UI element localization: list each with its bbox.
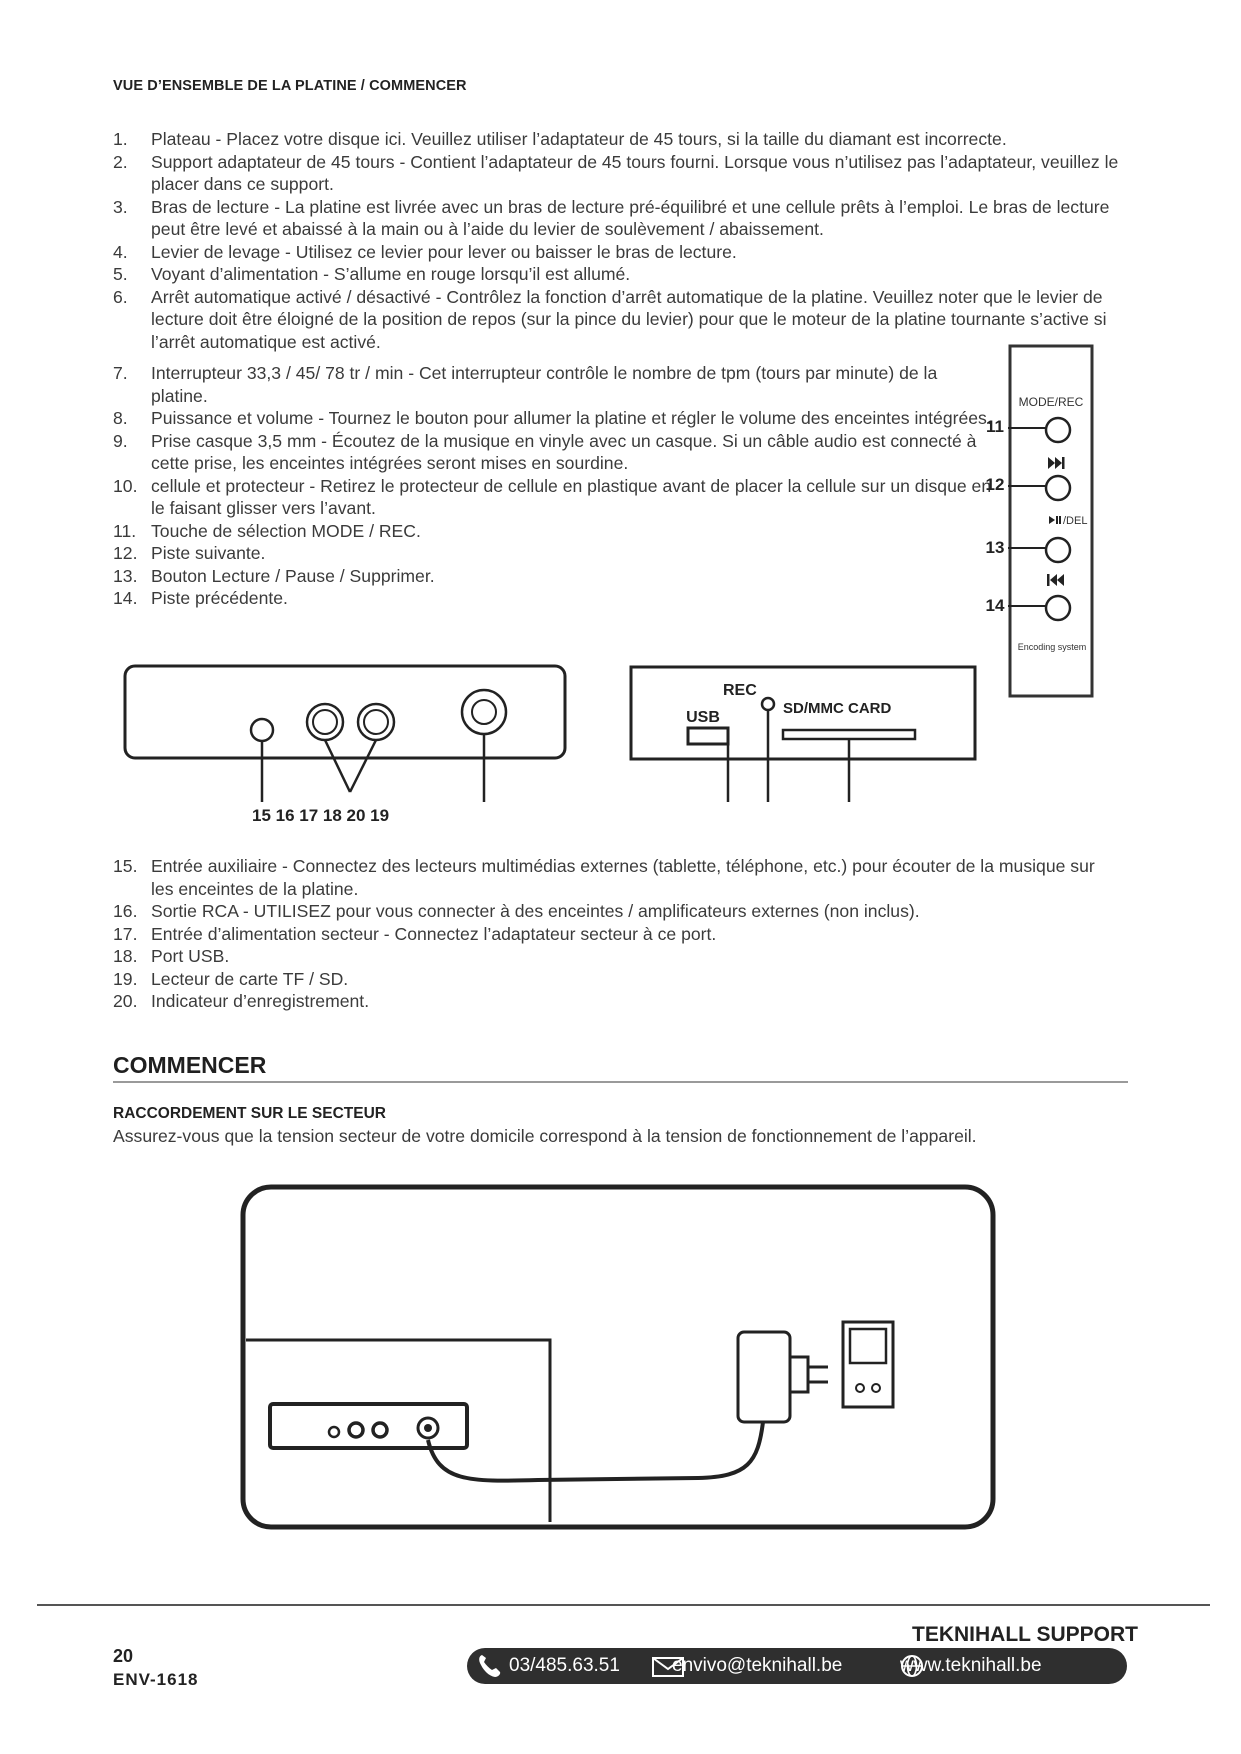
- list-item: 17. Entrée d’alimentation secteur - Connectez l’adaptateur secteur à ce port.: [113, 923, 717, 944]
- rear-callout-numbers: 15 16 17 18 20 19: [252, 806, 390, 825]
- list-item: 4. Levier de levage - Utilisez ce levier pour lever ou baisser le bras de lecture.: [113, 241, 737, 262]
- footer-divider: [37, 1604, 1210, 1606]
- phone-number[interactable]: 03/485.63.51: [509, 1655, 620, 1676]
- encoding-label: Encoding system: [1017, 642, 1087, 652]
- feature-list-a: [113, 128, 1133, 353]
- usb-port: [688, 728, 728, 744]
- list-item: 12. Piste suivante.: [113, 543, 266, 563]
- section-paragraph: Assurez-vous que la tension secteur de votre domicile correspond à la tension de fonctionnement de l’appareil.: [113, 1126, 977, 1146]
- phone-icon: [475, 1652, 505, 1680]
- callout-12: 12: [985, 475, 1005, 494]
- mode-rec-label: MODE/REC: [1018, 395, 1084, 409]
- section-subtitle: RACCORDEMENT SUR LE SECTEUR: [113, 1105, 386, 1122]
- email-link[interactable]: envivo@teknihall.be: [672, 1655, 843, 1676]
- list-item: 2. Support adaptateur de 45 tours - Contient l’adaptateur de 45 tours fourni. Lorsque vous n’utilisez pas l’adaptateur, veuillez le placer dans ce support.: [113, 151, 1119, 194]
- list-item: 8. Puissance et volume - Tournez le bouton pour allumer la platine et régler le volume des enceintes intégrées.: [113, 408, 992, 428]
- list-item: 20. Indicateur d’enregistrement.: [113, 991, 370, 1011]
- play-pause-button: [1046, 538, 1070, 562]
- list-item: 10. cellule et protecteur - Retirez le protecteur de cellule en plastique avant de placer la cellule sur un disque en le faisant glisser vers l’avant.: [113, 475, 992, 518]
- contact-bar: [467, 1648, 1127, 1684]
- mode-rec-button: [1046, 418, 1070, 442]
- list-item: 18. Port USB.: [113, 946, 230, 966]
- list-item: 16. Sortie RCA - UTILISEZ pour vous connecter à des enceintes / amplificateurs externes (non inclus).: [113, 901, 920, 921]
- feature-list-b: [113, 362, 993, 610]
- page-header: VUE D’ENSEMBLE DE LA PLATINE / COMMENCER: [113, 78, 467, 94]
- card-label: SD/MMC CARD: [783, 700, 892, 717]
- previous-track-button: [1046, 596, 1070, 620]
- usb-card-panel-diagram: [628, 662, 978, 812]
- control-panel-diagram: [975, 344, 1135, 702]
- section-divider: [113, 1081, 1128, 1083]
- rear-panel-diagram: [120, 662, 570, 812]
- website-link[interactable]: www.teknihall.be: [900, 1655, 1042, 1676]
- model-number: ENV-1618: [113, 1670, 199, 1689]
- list-item: 13. Bouton Lecture / Pause / Supprimer.: [113, 565, 435, 586]
- card-slot: [783, 730, 915, 739]
- page-number: 20: [113, 1646, 134, 1666]
- mains-connection-illustration: [238, 1182, 1004, 1536]
- usb-label: USB: [686, 709, 720, 726]
- list-item: 1. Plateau - Placez votre disque ici. Veuillez utiliser l’adaptateur de 45 tours, si la taille du diamant est incorrecte.: [113, 129, 1007, 149]
- list-item: 3. Bras de lecture - La platine est livrée avec un bras de lecture pré-équilibré et une cellule prêts à l’emploi. Le bras de lecture peut être levé et abaissé à la main ou à l’aide du levier de soulèvement / abaissement.: [113, 196, 1110, 239]
- list-item: 19. Lecteur de carte TF / SD.: [113, 968, 349, 989]
- list-item: 5. Voyant d’alimentation - S’allume en rouge lorsqu’il est allumé.: [113, 264, 631, 284]
- support-brand: TEKNIHALL SUPPORT: [912, 1623, 1138, 1646]
- callout-13: 13: [985, 538, 1005, 557]
- callout-11: 11: [986, 417, 1004, 436]
- power-adapter: [738, 1332, 790, 1422]
- del-label: /DEL: [1063, 515, 1088, 527]
- rec-label: REC: [723, 682, 757, 699]
- section-title: COMMENCER: [113, 1052, 267, 1078]
- list-item: 6. Arrêt automatique activé / désactivé - Contrôlez la fonction d’arrêt automatique de la platine. Veuillez noter que le levier de lecture doit être éloigné de la position de repos (sur la pince du levier) pour que le moteur de la platine tournante s’active si l’arrêt automatique est activé.: [113, 286, 1107, 352]
- list-item: 9. Prise casque 3,5 mm - Écoutez de la musique en vinyle avec un casque. Si un câble audio est connecté à cette prise, les enceintes intégrées seront mises en sourdine.: [113, 430, 977, 473]
- list-item: 14. Piste précédente.: [113, 588, 288, 608]
- rec-indicator: [762, 698, 774, 710]
- list-item: 11. Touche de sélection MODE / REC.: [113, 520, 421, 541]
- callout-14: 14: [985, 596, 1005, 615]
- next-track-button: [1046, 476, 1070, 500]
- aux-input-jack: [251, 719, 273, 741]
- list-item: 15. Entrée auxiliaire - Connectez des lecteurs multimédias externes (tablette, téléphone, etc.) pour écouter de la musique sur les enceintes de la platine.: [113, 856, 1095, 899]
- list-item: 7. Interrupteur 33,3 / 45/ 78 tr / min - Cet interrupteur contrôle le nombre de tpm (tours par minute) de la platine.: [113, 363, 938, 406]
- connector-list: [113, 855, 1113, 1013]
